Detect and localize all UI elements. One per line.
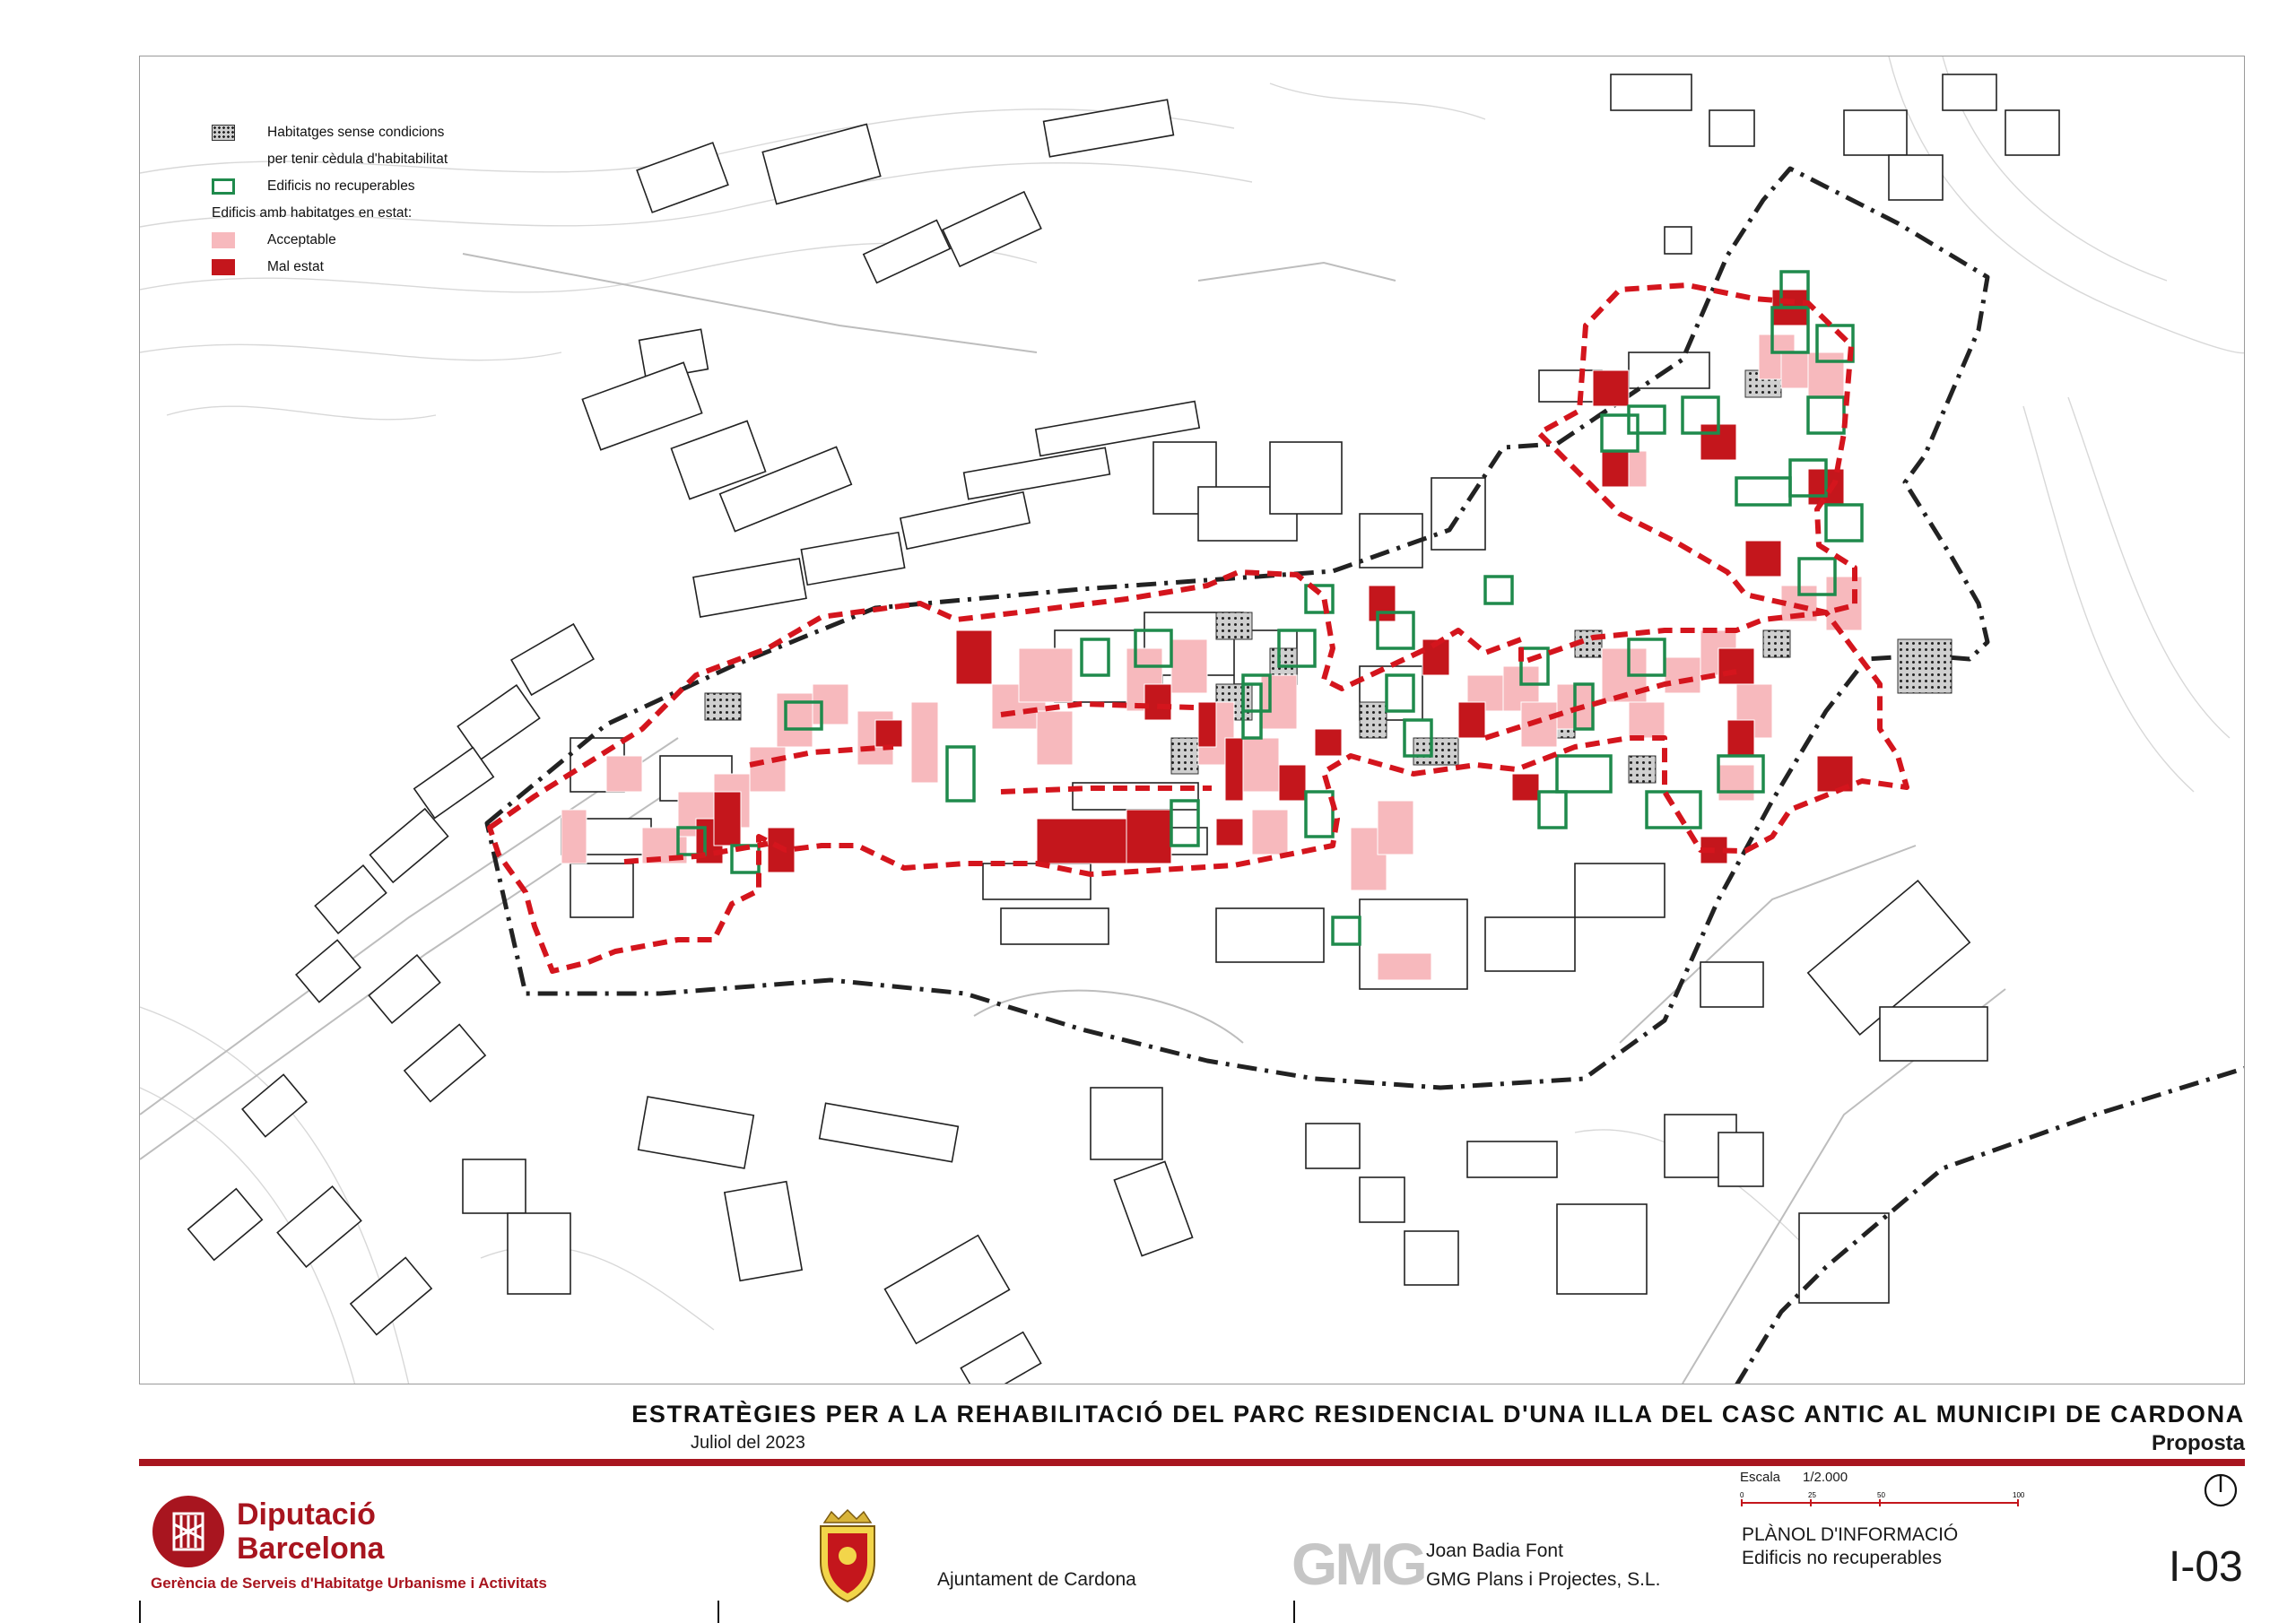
hatched-block [705, 693, 741, 720]
urban-block [2005, 110, 2059, 155]
diputacio-line1: Diputació [237, 1497, 376, 1532]
urban-block [1467, 1141, 1557, 1177]
mal-estat-block [1037, 819, 1126, 864]
plan-code: I-03 [2169, 1543, 2243, 1591]
mal-estat-block [1718, 648, 1754, 684]
mal-estat-block [875, 720, 902, 747]
mal-estat-block [1315, 729, 1342, 756]
hatched-block [1171, 738, 1198, 774]
acceptable-block [606, 756, 642, 792]
document-date: Juliol del 2023 [691, 1433, 805, 1453]
scale-value: 1/2.000 [1803, 1470, 1848, 1485]
document-phase: Proposta [2151, 1431, 2245, 1455]
acceptable-block [1378, 801, 1413, 855]
acceptable-block [1037, 711, 1073, 765]
legend-green-label: Edificis no recuperables [267, 178, 415, 194]
gmg-logo: GMG [1292, 1531, 1425, 1597]
urban-block [188, 1189, 263, 1260]
non-recoverable-block [1333, 917, 1360, 944]
acceptable-block [911, 702, 938, 783]
diputacio-name [237, 1497, 384, 1566]
urban-block [1889, 155, 1943, 200]
red-swatch-icon [212, 259, 235, 275]
urban-block [900, 492, 1030, 549]
legend-item-green [212, 173, 714, 200]
legend-heading: Edificis amb habitatges en estat: [212, 205, 413, 221]
document-title: ESTRATÈGIES PER A LA REHABILITACIÓ DEL PARC RESIDENCIAL D'UNA ILLA DEL CASC ANTIC AL MUNICIPI DE CARDONA [631, 1401, 2245, 1428]
urban-block [1091, 1088, 1162, 1159]
urban-block [351, 1258, 431, 1335]
diputacio-subtitle: Gerència de Serveis d'Habitatge Urbanisme i Activitats [151, 1575, 547, 1592]
urban-block [801, 533, 904, 585]
hatched-block [1360, 702, 1387, 738]
title-rule [139, 1459, 2245, 1466]
footer-divider [1293, 1601, 1295, 1623]
urban-block [369, 955, 439, 1023]
urban-block [639, 1097, 754, 1168]
acceptable-block [750, 747, 786, 792]
urban-block [961, 1332, 1040, 1384]
north-arrow-icon [2203, 1472, 2239, 1508]
plan-type: PLÀNOL D'INFORMACIÓ [1742, 1524, 1959, 1545]
acceptable-block [1718, 765, 1754, 801]
mal-estat-block [1458, 702, 1485, 738]
urban-block [1360, 1177, 1405, 1222]
legend-mal-estat-label: Mal estat [267, 259, 324, 274]
acceptable-block [561, 810, 587, 864]
urban-block [1709, 110, 1754, 146]
hatched-swatch-icon [212, 125, 235, 141]
mal-estat-block [1593, 370, 1629, 406]
hatched-block [1763, 630, 1790, 657]
scale-label: Escala [1740, 1470, 1781, 1485]
non-recoverable-block [1485, 577, 1512, 603]
urban-block [762, 124, 880, 204]
hatched-block [1216, 612, 1252, 639]
acceptable-block [1171, 639, 1207, 693]
diputacio-line2: Barcelona [237, 1532, 385, 1566]
urban-block [983, 864, 1091, 899]
urban-block [1405, 1231, 1458, 1285]
urban-block [1270, 442, 1342, 514]
urban-block [693, 559, 806, 617]
mal-estat-block [1126, 810, 1171, 864]
non-recoverable-block [1647, 792, 1700, 828]
urban-block [1001, 908, 1109, 944]
urban-block [242, 1074, 307, 1136]
urban-block [570, 864, 633, 917]
hatched-block [1413, 738, 1458, 765]
urban-block [1943, 74, 1996, 110]
urban-block [277, 1186, 361, 1267]
urban-block [315, 865, 386, 933]
green-outline-swatch-icon [212, 178, 235, 195]
urban-block [457, 685, 539, 759]
hatched-block [1270, 648, 1297, 675]
map-frame[interactable] [139, 56, 2245, 1384]
urban-block [864, 221, 950, 283]
cardona-coat-of-arms-icon [812, 1506, 883, 1605]
urban-block [1700, 962, 1763, 1007]
mal-estat-block [1198, 702, 1216, 747]
legend-item-acceptable [212, 227, 714, 254]
urban-block [1611, 74, 1692, 110]
acceptable-block [1378, 953, 1431, 980]
mal-estat-block [1144, 684, 1171, 720]
diputacio-logo-block [151, 1494, 547, 1592]
acceptable-block [1521, 702, 1557, 747]
legend-hatched-line2: per tenir cèdula d'habitabilitat [267, 152, 448, 167]
urban-block [1114, 1161, 1192, 1255]
mal-estat-block [1745, 541, 1781, 577]
legend-hatched-line1: Habitatges sense condicions [267, 125, 445, 140]
urban-block [820, 1103, 959, 1161]
acceptable-block [1261, 675, 1297, 729]
mal-estat-block [1602, 451, 1629, 487]
urban-block [1306, 1124, 1360, 1168]
urban-block [943, 192, 1041, 266]
mal-estat-block [1225, 738, 1243, 801]
non-recoverable-block [1557, 756, 1611, 792]
non-recoverable-block [1808, 397, 1844, 433]
map-legend [212, 119, 714, 281]
mal-estat-block [1369, 586, 1396, 621]
urban-block [1844, 110, 1907, 155]
legend-item-hatched-cont [212, 146, 714, 173]
legend-item-mal-estat [212, 254, 714, 281]
mal-estat-block [1279, 765, 1306, 801]
urban-block [964, 447, 1110, 499]
mal-estat-block [1727, 720, 1754, 756]
urban-block [463, 1159, 526, 1213]
urban-block [725, 1182, 802, 1281]
non-recoverable-block [1629, 406, 1665, 433]
acceptable-block [1629, 702, 1665, 738]
legend-heading-row [212, 200, 714, 227]
urban-block [1665, 227, 1692, 254]
diputacio-emblem-icon [151, 1494, 226, 1569]
plan-subject: Edificis no recuperables [1742, 1548, 1942, 1568]
acceptable-block [1019, 648, 1073, 702]
footer-divider [718, 1601, 719, 1623]
urban-block [511, 624, 594, 695]
non-recoverable-block [1826, 505, 1862, 541]
non-recoverable-block [1736, 478, 1790, 505]
pink-swatch-icon [212, 232, 235, 248]
gmg-author: Joan Badia Font [1426, 1541, 1563, 1561]
scale-tick-label: 25 [1808, 1491, 1816, 1499]
urban-block [885, 1236, 1010, 1344]
mal-estat-block [1512, 774, 1539, 801]
urban-block [1485, 917, 1575, 971]
footer-divider [139, 1601, 141, 1623]
scale-tick-label: 50 [1877, 1491, 1885, 1499]
urban-block [1044, 100, 1174, 157]
acceptable-block [1665, 657, 1700, 693]
urban-block [404, 1025, 485, 1102]
mal-estat-block [714, 792, 741, 846]
acceptable-block [1252, 810, 1288, 855]
urban-block [1557, 1204, 1647, 1294]
urban-block [1718, 1133, 1763, 1186]
legend-item-hatched [212, 119, 714, 146]
acceptable-block [1243, 738, 1279, 792]
urban-block [508, 1213, 570, 1294]
acceptable-block [813, 684, 848, 725]
urban-block [582, 362, 701, 449]
urban-block [1880, 1007, 1987, 1061]
urban-block [1575, 864, 1665, 917]
urban-block [370, 809, 448, 882]
ajuntament-label: Ajuntament de Cardona [937, 1569, 1136, 1590]
non-recoverable-block [1539, 792, 1566, 828]
urban-block [1216, 908, 1324, 962]
acceptable-block [1808, 352, 1844, 397]
non-recoverable-block [947, 747, 974, 801]
mal-estat-block [956, 630, 992, 684]
scale-tick-label: 100 [2013, 1491, 2025, 1499]
scale-tick-label: 0 [1740, 1491, 1744, 1499]
hatched-block [1898, 639, 1952, 693]
scale-bar [1738, 1490, 2034, 1515]
legend-acceptable-label: Acceptable [267, 232, 336, 247]
mal-estat-block [1216, 819, 1243, 846]
gmg-company: GMG Plans i Projectes, S.L. [1426, 1569, 1661, 1590]
hatched-block [1629, 756, 1656, 783]
